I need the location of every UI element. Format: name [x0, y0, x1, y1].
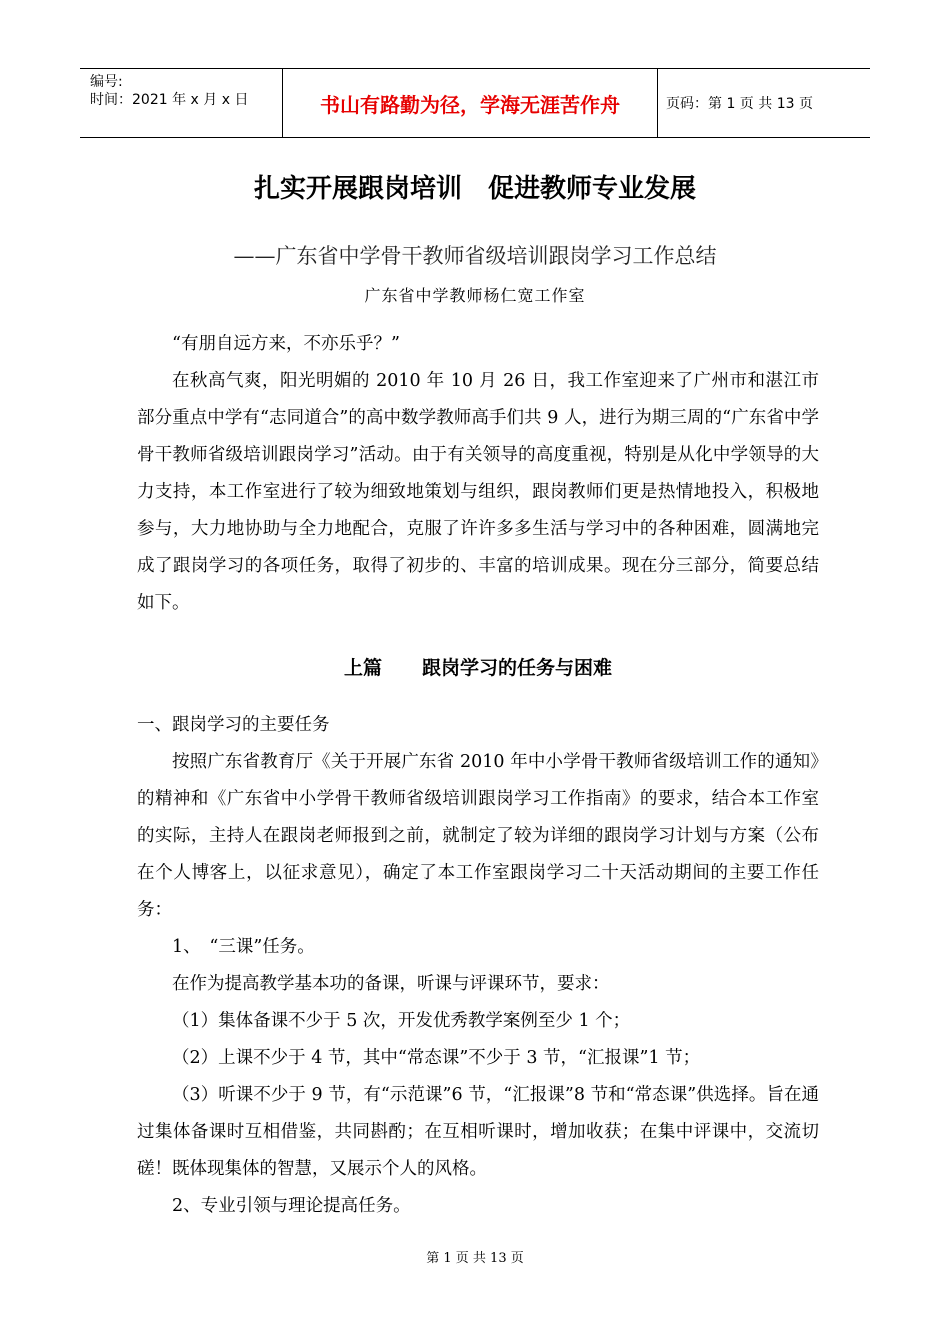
time-label: 时间：2021 年 x 月 x 日: [90, 92, 249, 108]
section-heading-part: 上篇: [343, 657, 382, 679]
requirement-item: （2）上课不少于 4 节，其中“常态课”不少于 3 节，“汇报课”1 节；: [172, 1048, 701, 1068]
page-footer: 第 1 页 共 13 页: [426, 1251, 524, 1266]
requirement-item: （3）听课不少于 9 节，有“示范课”6 节，“汇报课”8 节和“常态课”供选择。旨在通过集体备课时互相借鉴，共同斟酌；在互相听课时，增加收获；在集中评课中，交流切磋！既体现集体的智慧，又展示个人的风格。: [137, 1085, 819, 1179]
document-body: [137, 326, 819, 1225]
header-table: [80, 68, 870, 138]
list-item-description: 在作为提高教学基本功的备课，听课与评课环节，要求：: [172, 974, 610, 994]
document-title: 扎实开展跟岗培训 促进教师专业发展: [253, 174, 696, 204]
document-subtitle: ——广东省中学骨干教师省级培训跟岗学习工作总结: [233, 244, 717, 268]
document-author: 广东省中学教师杨仁宽工作室: [364, 286, 586, 305]
header-motto-cell: [282, 69, 658, 137]
header-page-cell: [658, 69, 870, 137]
requirement-item: （1）集体备课不少于 5 次，开发优秀教学案例至少 1 个；: [172, 1011, 631, 1031]
number-label: 编号:: [90, 74, 123, 90]
motto-text: 书山有路勤为径，学海无涯苦作舟: [320, 92, 620, 117]
intro-paragraph: 在秋高气爽，阳光明媚的 2010 年 10 月 26 日，我工作室迎来了广州市和湛江市部分重点中学有“志同道合”的高中数学教师高手们共 9 人，进行为期三周的“广东省中学骨干教师省级培训跟岗学习”活动。由于有关领导的高度重视，特别是从化中学领导的大力支持，本工作室进行了较为细致地策划与组织，跟岗教师们更是热情地投入，积极地参与，大力地协助与全力地配合，克服了许许多多生活与学习中的各种困难，圆满地完成了跟岗学习的各项任务，取得了初步的、丰富的培训成果。现在分三部分，简要总结如下。: [137, 371, 819, 613]
quote-paragraph: “有朋自远方来，不亦乐乎？”: [172, 334, 400, 354]
header-meta-cell: [80, 69, 280, 137]
list-item: 1、 “三课”任务。: [172, 937, 315, 957]
section-heading-title: 跟岗学习的任务与困难: [422, 657, 613, 679]
section-heading: [137, 650, 819, 687]
list-item: 2、专业引领与理论提高任务。: [172, 1196, 411, 1216]
page-info: 页码：第 1 页 共 13 页: [666, 96, 813, 112]
body-paragraph: 按照广东省教育厅《关于开展广东省 2010 年中小学骨干教师省级培训工作的通知》的精神和《广东省中小学骨干教师省级培训跟岗学习工作指南》的要求，结合本工作室的实际，主持人在跟岗老师报到之前，就制定了较为详细的跟岗学习计划与方案（公布在个人博客上，以征求意见），确定了本工作室跟岗学习二十天活动期间的主要工作任务：: [137, 752, 819, 920]
subsection-heading: 一、跟岗学习的主要任务: [137, 715, 330, 735]
